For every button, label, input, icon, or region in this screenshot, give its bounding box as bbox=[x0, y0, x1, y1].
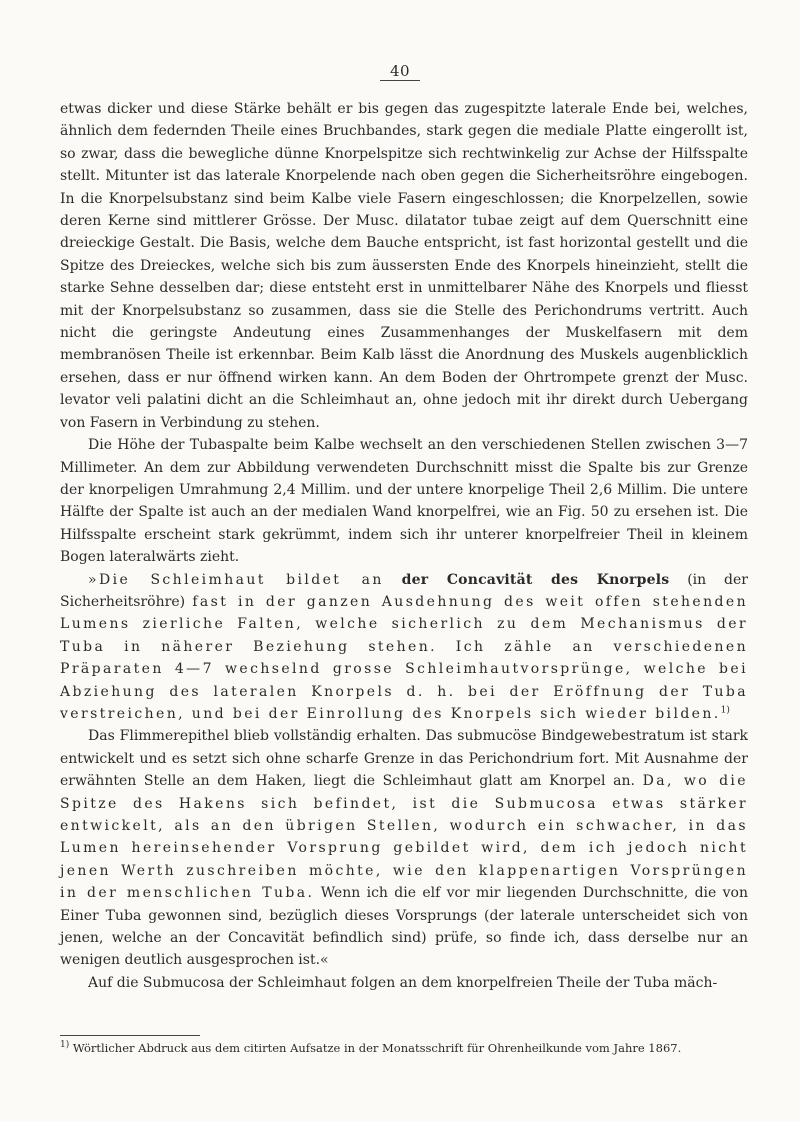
footnote-divider bbox=[60, 1035, 200, 1036]
footnote bbox=[60, 1040, 748, 1056]
paragraph-1: etwas dicker und diese Stärke behält er bis gegen das zugespitzte laterale Ende bei, welches, ähnlich dem federnden Theile eines Bruchbandes, stark gegen die mediale Platte eingerollt ist, so zwar, dass die bewegliche dünne Knorpelspitze sich rechtwinkelig zur Achse der Hilfsspalte stellt. Mitunter ist das laterale Knorpelende nach oben gegen die Sicherheitsröhre eingebogen. In die Knorpelsubstanz sind beim Kalbe viele Fasern eingeschlossen; die Knorpelzellen, sowie deren Kerne sind mittlerer Grösse. Der Musc. dilatator tubae zeigt auf dem Querschnitt eine dreieckige Gestalt. Die Basis, welche dem Bauche entspricht, ist fast horizontal gestellt und die Spitze des Dreieckes, welche sich bis zum äussersten Ende des Knorpels hineinzieht, stellt die starke Sehne desselben dar; diese entsteht erst in unmittelbarer Nähe des Knorpels und fliesst mit der Knorpelsubstanz so zusammen, dass sie die Stelle des Perichondrums vertritt. Auch nicht die geringste Andeutung eines Zusammenhanges der Muskelfasern mit dem membranösen Theile ist erkennbar. Beim Kalb lässt die Anordnung des Muskels augenblicklich ersehen, dass er nur öffnend wirken kann. An dem Boden der Ohrtrompete grenzt der Musc. levator veli palatini dicht an die Schleimhaut an, ohne jedoch mit ihr direkt durch Uebergang von Fasern in Verbindung zu stehen. bbox=[60, 101, 748, 431]
paragraph-4 bbox=[60, 725, 748, 971]
footnote-mark: 1) bbox=[60, 1040, 70, 1051]
paragraph-3-quote bbox=[60, 569, 748, 726]
paragraph-4-end: Wenn ich die elf vor mir liegenden Durchschnitte, die von Einer Tuba gewonnen sind, bezüglich dieses Vorsprungs (der laterale unterscheidet sich von jenen, welche an der Concavität befindlich sind) prüfe, so finde ich, dass derselbe nur an wenigen deutlich ausgesprochen ist.« bbox=[60, 885, 749, 969]
quote-lead: »Die Schleimhaut bildet an bbox=[88, 571, 384, 588]
paragraph-4-spaced: Da, wo die Spitze des Hakens sich befindet, ist die Submucosa etwas stärker entwickelt, als an den übrigen Stellen, wodurch ein schwacher, in das Lumen hereinsehender Vorsprung gebildet wird, dem ich jedoch nicht jenen Werth zuschreiben möchte, wie den klappenartigen Vorsprüngen in der menschlichen Tuba. bbox=[60, 773, 748, 902]
page-number: 40 bbox=[0, 62, 800, 80]
quote-body: fast in der ganzen Ausdehnung des weit offen stehenden Lumens zierliche Falten, welche sicherlich zu dem Mechanismus der Tuba in näherer Beziehung stehen. Ich zähle an verschiedenen Präparaten 4—7 wechselnd grosse Schleimhautvorsprünge, welche bei Abziehung des lateralen Knorpels d. h. bei der Eröffnung der Tuba verstreichen, und bei der Einrollung des Knorpels sich wieder bilden. bbox=[60, 593, 748, 722]
paragraph-4-start: Das Flimmerepithel blieb vollständig erhalten. Das submucöse Bindgewebestratum ist stark entwickelt und es setzt sich ohne scharfe Grenze in das Perichondrium fort. Mit Ausnahme der erwähnten Stelle an dem Haken, liegt die Schleimhaut glatt am Knorpel an. bbox=[60, 728, 748, 790]
body-text bbox=[60, 98, 748, 994]
footnote-text: Wörtlicher Abdruck aus dem citirten Aufsatze in der Monatsschrift für Ohrenheilkunde vom Jahre 1867. bbox=[72, 1041, 682, 1055]
paragraph-5: Auf die Submucosa der Schleimhaut folgen an dem knorpelfreien Theile der Tuba mäch- bbox=[88, 974, 718, 991]
emphasis-concavity: der Concavität des Knorpels bbox=[401, 571, 670, 588]
quote-parenthetical: (in der Sicherheitsröhre) bbox=[60, 571, 748, 610]
footnote-reference: 1) bbox=[720, 705, 730, 716]
paragraph-2: Die Höhe der Tubaspalte beim Kalbe wechselt an den verschiedenen Stellen zwischen 3—7 Millimeter. An dem zur Abbildung verwendeten Durchschnitt misst die Spalte bis zur Grenze der knorpeligen Umrahmung 2,4 Millim. und der untere knorpelige Theil 2,6 Millim. Die untere Hälfte der Spalte ist auch an der medialen Wand knorpelfrei, wie an Fig. 50 zu ersehen ist. Die Hilfsspalte erscheint stark gekrümmt, indem sich ihr unterer knorpelfreier Theil in kleinem Bogen lateralwärts zieht. bbox=[60, 437, 748, 566]
